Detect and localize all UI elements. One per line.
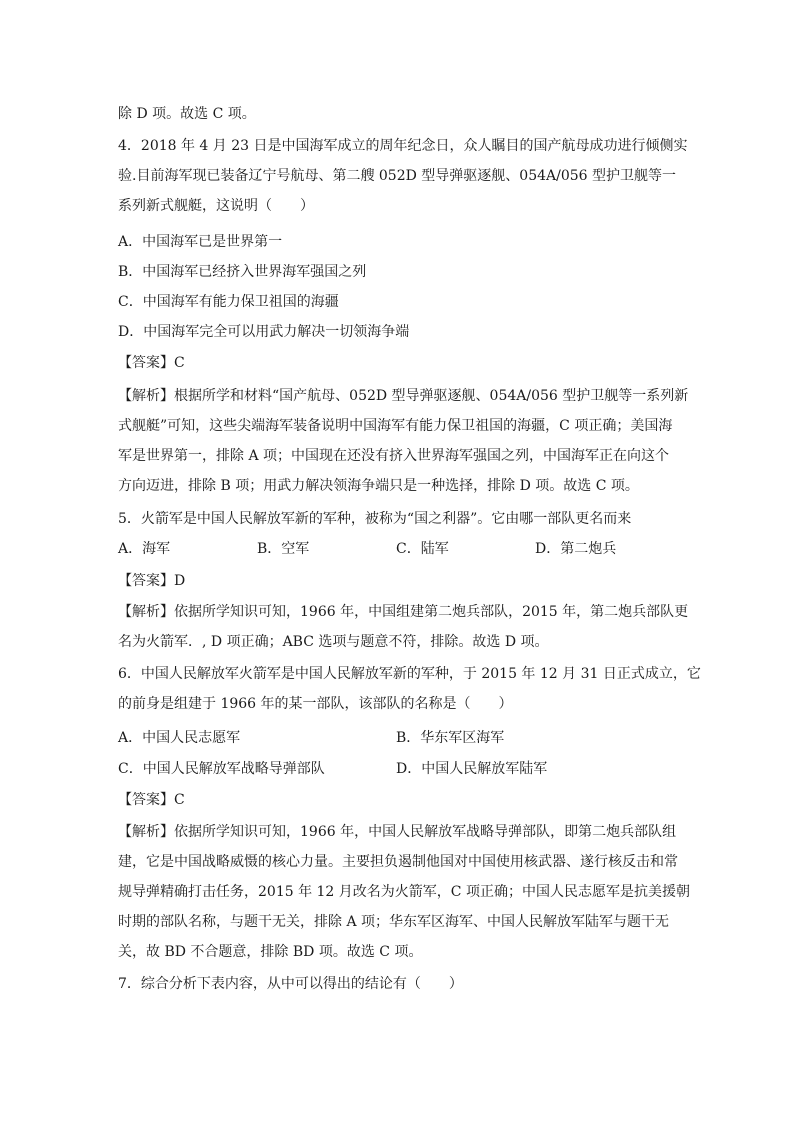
question-4-analysis-line-3: 军是世界第一，排除 A 项；中国现在还没有挤入世界海军强国之列，中国海军正在向这个	[118, 448, 670, 464]
question-4-analysis-line-4: 方向迈进，排除 B 项；用武力解决领海争端只是一种选择，排除 D 项。故选 C 项。	[118, 478, 639, 494]
question-4-line-3: 系列新式舰艇，这说明（ ）	[118, 198, 314, 214]
question-6-option-b: B．华东军区海军	[396, 730, 505, 746]
question-4-line-2: 验.目前海军现已装备辽宁号航母、第二艘 052D 型导弹驱逐舰、054A/056 型护卫舰等一	[118, 168, 677, 184]
question-4-analysis-line-1: 【解析】根据所学和材料“国产航母、052D 型导弹驱逐舰、054A/056 型护卫舰等一系列新	[118, 388, 689, 404]
question-5-option-c: C．陆军	[396, 541, 449, 557]
question-6-line-1: 6．中国人民解放军火箭军是中国人民解放军新的军种，于 2015 年 12 月 31 日正式成立，它	[118, 666, 701, 682]
question-6-option-d: D．中国人民解放军陆军	[396, 761, 548, 777]
question-5-analysis-line-1: 【解析】依据所学知识可知，1966 年，中国组建第二炮兵部队，2015 年，第二炮兵部队更	[118, 604, 689, 620]
question-4-option-d: D．中国海军完全可以用武力解决一切领海争端	[118, 324, 410, 340]
question-5-text: 5．火箭军是中国人民解放军新的军种，被称为“国之利器”。它由哪一部队更名而来	[118, 511, 632, 527]
question-6-option-a: A．中国人民志愿军	[118, 730, 241, 746]
text-line: 除 D 项。故选 C 项。	[118, 106, 256, 122]
question-7-text: 7．综合分析下表内容，从中可以得出的结论有（ ）	[118, 976, 463, 992]
question-5-option-d: D．第二炮兵	[535, 541, 617, 557]
question-5-option-b: B．空军	[257, 541, 310, 557]
question-5-analysis-line-2: 名为火箭军．, D 项正确；ABC 选项与题意不符，排除。故选 D 项。	[118, 634, 549, 650]
question-4-analysis-line-2: 式舰艇”可知，这些尖端海军装备说明中国海军有能力保卫祖国的海疆，C 项正确；美国海	[118, 418, 673, 434]
question-6-option-c: C．中国人民解放军战略导弹部队	[118, 761, 325, 777]
question-6-answer: 【答案】C	[118, 792, 185, 808]
question-5-answer: 【答案】D	[118, 573, 186, 589]
question-4-option-b: B．中国海军已经挤入世界海军强国之列	[118, 264, 367, 280]
question-4-option-a: A．中国海军已是世界第一	[118, 234, 283, 250]
question-4-line-1: 4．2018 年 4 月 23 日是中国海军成立的周年纪念日，众人瞩目的国产航母成功进行倾侧实	[118, 138, 688, 154]
question-6-analysis-line-1: 【解析】依据所学知识可知，1966 年，中国人民解放军战略导弹部队，即第二炮兵部队组	[118, 824, 677, 840]
question-5-option-a: A．海军	[118, 541, 171, 557]
question-6-analysis-line-5: 关，故 BD 不合题意，排除 BD 项。故选 C 项。	[118, 944, 423, 960]
question-4-option-c: C．中国海军有能力保卫祖国的海疆	[118, 294, 339, 310]
question-6-analysis-line-3: 规导弹精确打击任务，2015 年 12 月改名为火箭军，C 项正确；中国人民志愿军是抗美援朝	[118, 884, 690, 900]
question-6-analysis-line-4: 时期的部队名称，与题干无关，排除 A 项；华东军区海军、中国人民解放军陆军与题干无	[118, 914, 670, 930]
question-6-line-2: 的前身是组建于 1966 年的某一部队，该部队的名称是（ ）	[118, 696, 513, 712]
question-6-analysis-line-2: 建，它是中国战略威慑的核心力量。主要担负遏制他国对中国使用核武器、遂行核反击和常	[118, 854, 678, 870]
question-4-answer: 【答案】C	[118, 355, 185, 371]
